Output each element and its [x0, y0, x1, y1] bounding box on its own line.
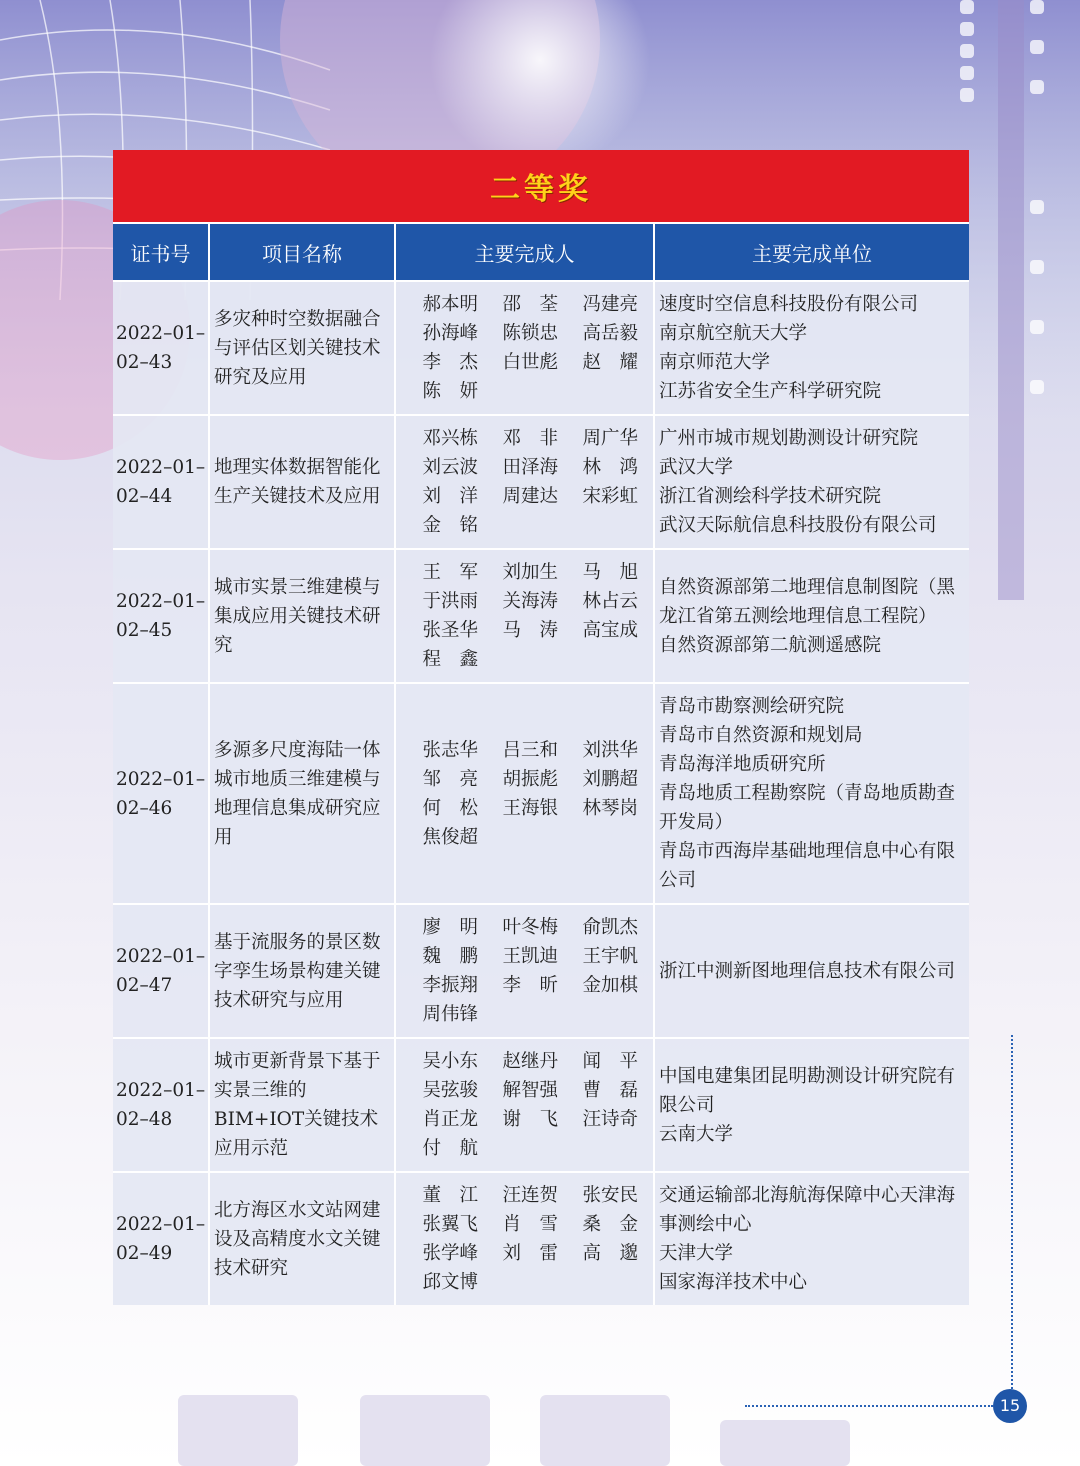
project-name-cell: 城市更新背景下基于实景三维的BIM+IOT关键技术应用示范 — [209, 1038, 395, 1172]
table-row — [113, 683, 969, 904]
person-name: 董 江 — [422, 1185, 479, 1206]
dotted-rule-horizontal — [745, 1405, 993, 1407]
header-people: 主要完成人 — [395, 223, 654, 281]
person-name: 周广华 — [582, 428, 639, 449]
project-name-cell: 城市实景三维建模与集成应用关键技术研究 — [209, 549, 395, 683]
unit-name: 国家海洋技术中心 — [659, 1272, 808, 1293]
project-name-cell: 北方海区水文站网建设及高精度水文关键技术研究 — [209, 1172, 395, 1305]
person-name: 吴弦骏 — [422, 1080, 479, 1101]
person-name: 邓兴栋 — [422, 428, 479, 449]
unit-name: 青岛市西海岸基础地理信息中心有限公司 — [659, 841, 956, 891]
cert-number-line: 2022–01– — [116, 591, 206, 612]
person-name: 林占云 — [582, 591, 639, 612]
cert-number-line: 2022–01– — [116, 1080, 206, 1101]
person-name: 程 鑫 — [422, 649, 479, 670]
person-name: 白世彪 — [502, 352, 559, 373]
person-name: 王宇帆 — [582, 946, 639, 967]
person-name: 宋彩虹 — [582, 486, 639, 507]
units-cell — [654, 415, 969, 549]
unit-name: 浙江省测绘科学技术研究院 — [659, 486, 882, 507]
person-name: 邹 亮 — [422, 768, 479, 790]
cert-number-cell — [113, 281, 209, 415]
person-name: 高 邈 — [582, 1243, 639, 1264]
award-title: 二等奖 — [490, 172, 592, 207]
person-name: 桑 金 — [582, 1214, 639, 1235]
person-name: 孙海峰 — [422, 323, 479, 344]
person-name: 张翼飞 — [422, 1214, 479, 1235]
unit-name: 江苏省安全生产科学研究院 — [659, 381, 882, 402]
person-name: 刘 洋 — [422, 486, 479, 507]
person-name: 胡振彪 — [502, 768, 559, 790]
header-units: 主要完成单位 — [654, 223, 969, 281]
unit-name: 自然资源部第二航测遥感院 — [659, 634, 882, 656]
person-name: 赵继丹 — [502, 1051, 559, 1072]
person-name: 张圣华 — [422, 620, 479, 641]
person-name: 邱文博 — [422, 1272, 479, 1293]
project-name-cell: 基于流服务的景区数字孪生场景构建关键技术研究与应用 — [209, 904, 395, 1038]
unit-name: 武汉天际航信息科技股份有限公司 — [659, 515, 937, 536]
cert-number-line: 02–45 — [116, 620, 173, 641]
cert-number-cell — [113, 683, 209, 904]
person-name: 李振翔 — [422, 975, 479, 996]
person-name: 周建达 — [502, 486, 559, 507]
person-name: 陈 妍 — [422, 381, 479, 402]
table-row — [113, 1172, 969, 1305]
person-name: 汪诗奇 — [582, 1109, 639, 1130]
cert-number-line: 02–46 — [116, 797, 173, 819]
cert-number-line: 2022–01– — [116, 768, 206, 790]
cert-number-line: 02–48 — [116, 1109, 173, 1130]
unit-name: 南京师范大学 — [659, 352, 771, 373]
person-name: 王 军 — [422, 562, 479, 583]
table-row — [113, 549, 969, 683]
person-name: 林 鸿 — [582, 457, 639, 478]
units-cell — [654, 1038, 969, 1172]
units-cell — [654, 1172, 969, 1305]
table-row — [113, 415, 969, 549]
person-name: 冯建亮 — [582, 294, 639, 315]
person-name: 邵 荃 — [502, 294, 559, 315]
person-name: 刘洪华 — [582, 739, 639, 761]
units-cell — [654, 683, 969, 904]
people-cell — [395, 549, 654, 683]
project-name-cell: 多灾种时空数据融合与评估区划关键技术研究及应用 — [209, 281, 395, 415]
table-row — [113, 904, 969, 1038]
table-row — [113, 281, 969, 415]
person-name: 王海银 — [502, 797, 559, 819]
cert-number-line: 2022–01– — [116, 1214, 206, 1235]
people-cell — [395, 904, 654, 1038]
cert-number-line: 02–47 — [116, 975, 173, 996]
person-name: 高宝成 — [582, 620, 639, 641]
cert-number-line: 2022–01– — [116, 946, 206, 967]
unit-name: 青岛市自然资源和规划局 — [659, 725, 863, 746]
person-name: 刘云波 — [422, 457, 479, 478]
person-name: 焦俊超 — [422, 826, 479, 848]
person-name: 肖 雪 — [502, 1214, 559, 1235]
people-cell — [395, 1038, 654, 1172]
units-cell — [654, 904, 969, 1038]
header-cert-no: 证书号 — [113, 223, 209, 281]
award-table — [113, 150, 969, 1305]
person-name: 刘鹏超 — [582, 768, 639, 790]
person-name: 于洪雨 — [422, 591, 479, 612]
cert-number-line: 02–43 — [116, 352, 173, 373]
person-name: 关海涛 — [502, 591, 559, 612]
table-row — [113, 1038, 969, 1172]
person-name: 叶冬梅 — [502, 917, 559, 938]
cert-number-line: 02–44 — [116, 486, 173, 507]
people-cell — [395, 415, 654, 549]
person-name: 俞凯杰 — [582, 917, 639, 938]
unit-name: 青岛市勘察测绘研究院 — [659, 696, 845, 717]
people-cell — [395, 281, 654, 415]
units-cell — [654, 281, 969, 415]
person-name: 马 涛 — [502, 620, 559, 641]
project-name-cell: 地理实体数据智能化生产关键技术及应用 — [209, 415, 395, 549]
person-name: 付 航 — [422, 1138, 479, 1159]
page-number: 15 — [993, 1389, 1027, 1423]
unit-name: 天津大学 — [659, 1243, 734, 1264]
people-cell — [395, 1172, 654, 1305]
unit-name: 速度时空信息科技股份有限公司 — [659, 294, 919, 315]
project-name-cell: 多源多尺度海陆一体城市地质三维建模与地理信息集成研究应用 — [209, 683, 395, 904]
person-name: 周伟锋 — [422, 1004, 479, 1025]
person-name: 金加棋 — [582, 975, 639, 996]
people-cell — [395, 683, 654, 904]
cert-number-line: 02–49 — [116, 1243, 173, 1264]
person-name: 李 杰 — [422, 352, 479, 373]
cert-number-line: 2022–01– — [116, 323, 206, 344]
award-title-row — [113, 150, 969, 223]
person-name: 林琴岗 — [582, 797, 639, 819]
header-project: 项目名称 — [209, 223, 395, 281]
person-name: 张学峰 — [422, 1243, 479, 1264]
unit-name: 浙江中测新图地理信息技术有限公司 — [659, 960, 956, 982]
unit-name: 广州市城市规划勘测设计研究院 — [659, 428, 919, 449]
unit-name: 南京航空航天大学 — [659, 323, 808, 344]
unit-name: 自然资源部第二地理信息制图院（黑龙江省第五测绘地理信息工程院） — [659, 576, 956, 627]
cert-number-cell — [113, 904, 209, 1038]
person-name: 张志华 — [422, 739, 479, 761]
person-name: 张安民 — [582, 1185, 639, 1206]
person-name: 邓 非 — [502, 428, 559, 449]
person-name: 陈锁忠 — [502, 323, 559, 344]
unit-name: 中国电建集团昆明勘测设计研究院有限公司 — [659, 1065, 956, 1116]
person-name: 谢 飞 — [502, 1109, 559, 1130]
person-name: 田泽海 — [502, 457, 559, 478]
person-name: 金 铭 — [422, 515, 479, 536]
person-name: 刘 雷 — [502, 1243, 559, 1264]
table-header-row — [113, 223, 969, 281]
person-name: 赵 耀 — [582, 352, 639, 373]
person-name: 何 松 — [422, 797, 479, 819]
unit-name: 交通运输部北海航海保障中心天津海事测绘中心 — [659, 1185, 956, 1235]
cert-number-cell — [113, 415, 209, 549]
cert-number-line: 2022–01– — [116, 457, 206, 478]
unit-name: 武汉大学 — [659, 457, 734, 478]
person-name: 李 昕 — [502, 975, 559, 996]
person-name: 刘加生 — [502, 562, 559, 583]
person-name: 廖 明 — [422, 917, 479, 938]
person-name: 郝本明 — [422, 294, 479, 315]
person-name: 汪连贺 — [502, 1185, 559, 1206]
unit-name: 青岛海洋地质研究所 — [659, 754, 826, 775]
person-name: 肖正龙 — [422, 1109, 479, 1130]
person-name: 吕三和 — [502, 739, 559, 761]
unit-name: 青岛地质工程勘察院（青岛地质勘查开发局） — [659, 783, 956, 833]
person-name: 王凯迪 — [502, 946, 559, 967]
unit-name: 云南大学 — [659, 1123, 734, 1145]
person-name: 吴小东 — [422, 1051, 479, 1072]
units-cell — [654, 549, 969, 683]
dotted-rule-vertical — [1011, 1035, 1013, 1389]
cert-number-cell — [113, 1038, 209, 1172]
person-name: 解智强 — [502, 1080, 559, 1101]
person-name: 闻 平 — [582, 1051, 639, 1072]
person-name: 曹 磊 — [582, 1080, 639, 1101]
cert-number-cell — [113, 549, 209, 683]
person-name: 魏 鹏 — [422, 946, 479, 967]
cert-number-cell — [113, 1172, 209, 1305]
person-name: 高岳毅 — [582, 323, 639, 344]
person-name: 马 旭 — [582, 562, 639, 583]
